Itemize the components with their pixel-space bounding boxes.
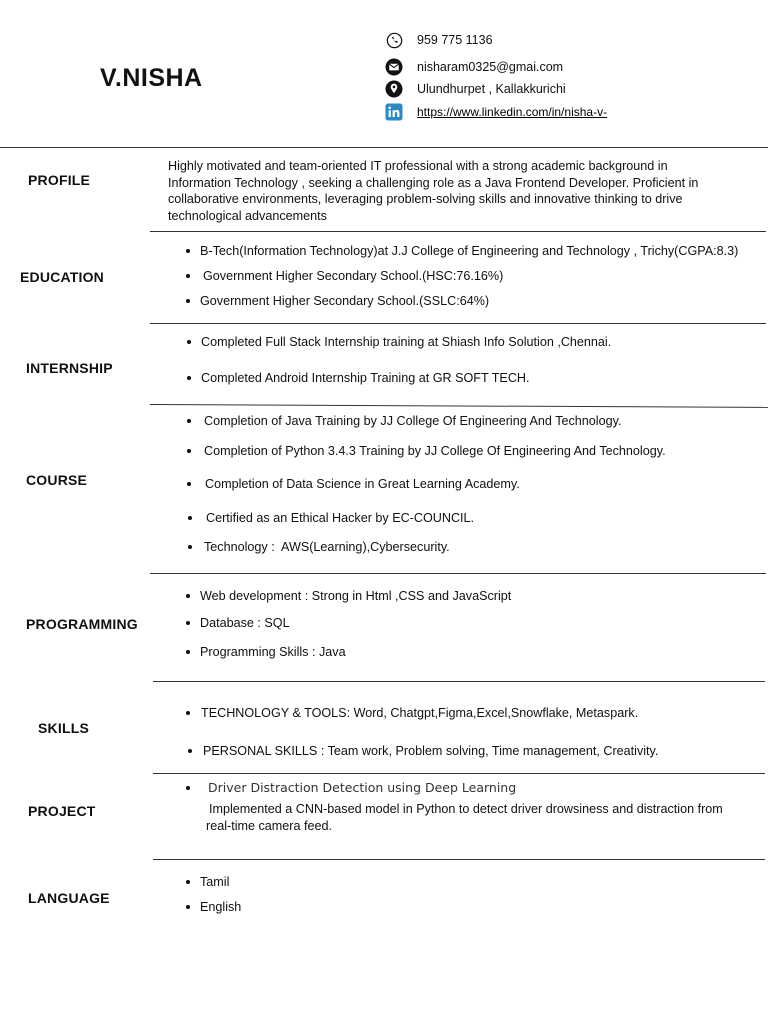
- header-divider: [0, 147, 768, 148]
- bullet: [187, 376, 191, 380]
- email-address: nisharam0325@gmai.com: [417, 60, 564, 74]
- section-title-internship: INTERNSHIP: [26, 360, 113, 376]
- bullet: [186, 905, 190, 909]
- profile-summary: Highly motivated and team-oriented IT professional with a strong academic background in Information Technology , seeking a challenging role as a Java Frontend Developer. Proficient in collaborative environments, leveraging problem-solving skills and innovative thinking to drive technological advancements: [168, 159, 699, 223]
- bullet: [186, 786, 190, 790]
- section-title-education: EDUCATION: [20, 269, 104, 285]
- project-name: Driver Distraction Detection using Deep Learning: [186, 780, 516, 795]
- bullet: [186, 299, 190, 303]
- list-item: Tamil: [186, 875, 229, 889]
- divider-internship: [150, 323, 766, 324]
- bullet: [188, 545, 192, 549]
- section-title-profile: PROFILE: [28, 172, 91, 188]
- bullet: [186, 880, 190, 884]
- bullet: [186, 621, 190, 625]
- list-item: English: [186, 900, 241, 914]
- section-title-programming: PROGRAMMING: [26, 616, 138, 632]
- bullet: [186, 274, 190, 278]
- section-title-project: PROJECT: [28, 803, 96, 819]
- linkedin-icon: [385, 103, 403, 121]
- bullet: [186, 249, 190, 253]
- list-item: Certified as an Ethical Hacker by EC-COUNCIL.: [188, 511, 474, 525]
- location-pin-icon: [385, 80, 403, 98]
- list-item: Government Higher Secondary School.(HSC:76.16%): [186, 269, 503, 283]
- list-item: Completion of Java Training by JJ College Of Engineering And Technology.: [187, 414, 621, 428]
- contact-phone: [385, 31, 493, 49]
- phone-icon: [385, 31, 403, 49]
- list-item: Completed Android Internship Training at GR SOFT TECH.: [187, 371, 530, 385]
- bullet: [188, 749, 192, 753]
- divider-course: [150, 404, 768, 408]
- list-item: Programming Skills : Java: [186, 645, 346, 659]
- divider-project: [153, 773, 765, 774]
- candidate-name: V.NISHA: [100, 64, 203, 92]
- list-item: TECHNOLOGY & TOOLS: Word, Chatgpt,Figma,Excel,Snowflake, Metaspark.: [186, 706, 638, 720]
- divider-programming: [150, 573, 766, 574]
- divider-education: [150, 231, 766, 232]
- divider-skills: [153, 681, 765, 682]
- list-item: Database : SQL: [186, 616, 290, 630]
- list-item: PERSONAL SKILLS : Team work, Problem solving, Time management, Creativity.: [188, 744, 658, 758]
- bullet: [186, 650, 190, 654]
- list-item: Completed Full Stack Internship training at Shiash Info Solution ,Chennai.: [187, 335, 611, 349]
- list-item: Government Higher Secondary School.(SSLC:64%): [186, 294, 489, 308]
- bullet: [187, 340, 191, 344]
- section-title-skills: SKILLS: [38, 720, 89, 736]
- phone-number: 959 775 1136: [417, 33, 493, 47]
- bullet: [188, 516, 192, 520]
- section-title-language: LANGUAGE: [28, 890, 110, 906]
- bullet: [186, 711, 190, 715]
- list-item: Completion of Data Science in Great Learning Academy.: [187, 477, 520, 491]
- contact-linkedin[interactable]: [385, 103, 607, 121]
- contact-location: [385, 80, 566, 98]
- bullet: [186, 594, 190, 598]
- contact-email: [385, 58, 563, 76]
- list-item: Web development : Strong in Html ,CSS and JavaScript: [186, 589, 511, 603]
- list-item: Completion of Python 3.4.3 Training by JJ College Of Engineering And Technology.: [187, 444, 666, 458]
- location-text: Ulundhurpet , Kallakkurichi: [417, 82, 566, 96]
- bullet: [187, 419, 191, 423]
- project-description: Implemented a CNN-based model in Python to detect driver drowsiness and distraction from real-time camera feed.: [206, 802, 723, 833]
- list-item: B-Tech(Information Technology)at J.J College of Engineering and Technology , Trichy(CGPA:8.3): [186, 244, 738, 258]
- bullet: [187, 449, 191, 453]
- linkedin-link[interactable]: https://www.linkedin.com/in/nisha-v-: [417, 105, 608, 119]
- section-title-course: COURSE: [26, 472, 88, 488]
- email-icon: [385, 58, 403, 76]
- list-item: Technology : AWS(Learning),Cybersecurity.: [188, 540, 450, 554]
- bullet: [187, 482, 191, 486]
- divider-language: [153, 859, 765, 860]
